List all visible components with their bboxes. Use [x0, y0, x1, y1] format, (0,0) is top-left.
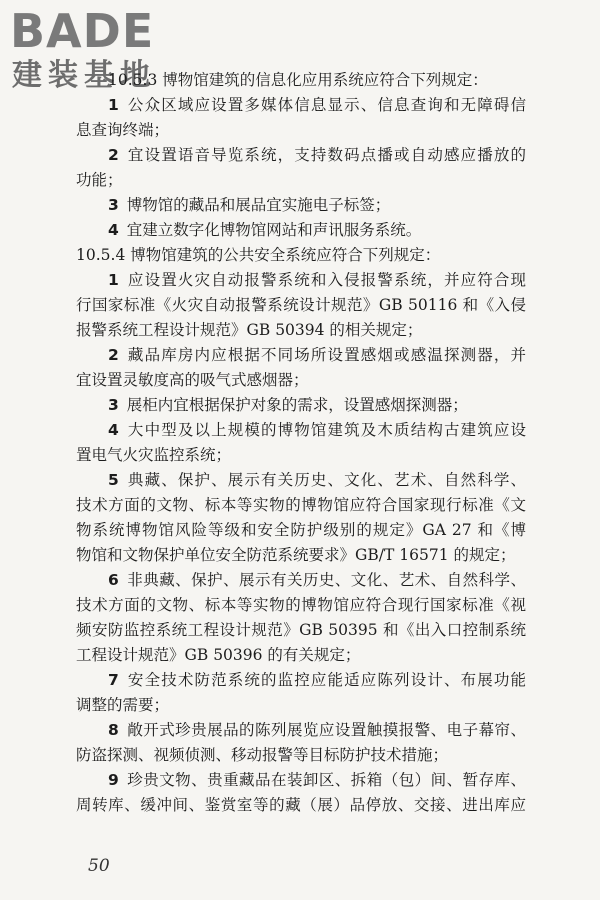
text-line: [76, 443, 526, 468]
text-line: [76, 243, 526, 268]
line-text: 10.5.4 博物馆建筑的公共安全系统应符合下列规定：: [76, 246, 441, 264]
text-line: [76, 118, 526, 143]
line-text: 防盗探测、视频侦测、移动报警等目标防护技术措施；: [76, 746, 449, 764]
item-number: 2: [108, 346, 119, 364]
line-text: 公众区域应设置多媒体信息显示、信息查询和无障碍信: [126, 96, 526, 114]
text-line: [76, 493, 526, 518]
text-line: [76, 668, 526, 693]
line-text: 调整的需要；: [76, 696, 170, 714]
line-text: 置电气火灾监控系统；: [76, 446, 232, 464]
text-line: [76, 643, 526, 668]
line-text: 应设置火灾自动报警系统和入侵报警系统，并应符合现: [126, 271, 526, 289]
item-number: 4: [108, 221, 119, 239]
text-line: [76, 743, 526, 768]
text-line: [76, 693, 526, 718]
line-text: 息查询终端；: [76, 121, 170, 139]
text-line: [76, 418, 526, 443]
line-text: 物系统博物馆风险等级和安全防护级别的规定》GA 27 和《博: [76, 521, 526, 539]
text-line: [76, 718, 526, 743]
text-line: [76, 93, 526, 118]
text-line: [76, 768, 526, 793]
line-text: 敞开式珍贵展品的陈列展览应设置触摸报警、电子幕帘、: [126, 721, 526, 739]
logo-wordmark: BADE: [10, 4, 155, 58]
item-number: 8: [108, 721, 119, 739]
item-number: 1: [108, 96, 119, 114]
line-text: 报警系统工程设计规范》GB 50394 的相关规定；: [76, 321, 423, 339]
line-text: 功能；: [76, 171, 123, 189]
line-text: 珍贵文物、贵重藏品在装卸区、拆箱（包）间、暂存库、: [126, 771, 526, 789]
line-text: 宜设置语音导览系统，支持数码点播或自动感应播放的: [126, 146, 526, 164]
line-text: 技术方面的文物、标本等实物的博物馆应符合国家现行标准《文: [76, 496, 526, 514]
line-text: 安全技术防范系统的监控应能适应陈列设计、布展功能: [126, 671, 526, 689]
item-number: 2: [108, 146, 119, 164]
item-number: 6: [108, 571, 119, 589]
line-text: 博物馆的藏品和展品宜实施电子标签；: [126, 196, 391, 214]
text-line: [76, 318, 526, 343]
text-line: [76, 268, 526, 293]
document-body: [76, 68, 526, 818]
line-text: 宜设置灵敏度高的吸气式感烟器；: [76, 371, 309, 389]
item-number: 3: [108, 396, 119, 414]
line-text: 展柜内宜根据保护对象的需求，设置感烟探测器；: [126, 396, 468, 414]
text-line: [76, 218, 526, 243]
line-text: 宜建立数字化博物馆网站和声讯服务系统。: [126, 221, 422, 239]
item-number: 1: [108, 271, 119, 289]
text-line: [76, 393, 526, 418]
item-number: 9: [108, 771, 119, 789]
line-text: 大中型及以上规模的博物馆建筑及木质结构古建筑应设: [126, 421, 526, 439]
text-line: [76, 593, 526, 618]
line-text: 藏品库房内应根据不同场所设置感烟或感温探测器，并: [126, 346, 526, 364]
text-line: [76, 193, 526, 218]
text-line: [76, 368, 526, 393]
text-line: [76, 618, 526, 643]
line-text: 10.5.3 博物馆建筑的信息化应用系统应符合下列规定：: [108, 71, 488, 89]
text-line: [76, 543, 526, 568]
text-line: [76, 168, 526, 193]
item-number: 3: [108, 196, 119, 214]
logo-subtitle: 建装基地: [12, 58, 156, 93]
line-text: 物馆和文物保护单位安全防范系统要求》GB/T 16571 的规定；: [76, 546, 516, 564]
text-line: [76, 568, 526, 593]
line-text: 行国家标准《火灾自动报警系统设计规范》GB 50116 和《入侵: [76, 296, 526, 314]
text-line: [76, 793, 526, 818]
line-text: 周转库、缓冲间、鉴赏室等的藏（展）品停放、交接、进出库应: [76, 796, 526, 814]
page-number: 50: [88, 856, 110, 876]
line-text: 技术方面的文物、标本等实物的博物馆应符合现行国家标准《视: [76, 596, 526, 614]
item-number: 5: [108, 471, 119, 489]
text-line: [76, 293, 526, 318]
line-text: 频安防监控系统工程设计规范》GB 50395 和《出入口控制系统: [76, 621, 526, 639]
text-line: [76, 518, 526, 543]
text-line: [76, 68, 526, 93]
item-number: 4: [108, 421, 119, 439]
text-line: [76, 143, 526, 168]
line-text: 典藏、保护、展示有关历史、文化、艺术、自然科学、: [126, 471, 526, 489]
text-line: [76, 468, 526, 493]
text-line: [76, 343, 526, 368]
line-text: 非典藏、保护、展示有关历史、文化、艺术、自然科学、: [126, 571, 526, 589]
item-number: 7: [108, 671, 119, 689]
line-text: 工程设计规范》GB 50396 的有关规定；: [76, 646, 361, 664]
